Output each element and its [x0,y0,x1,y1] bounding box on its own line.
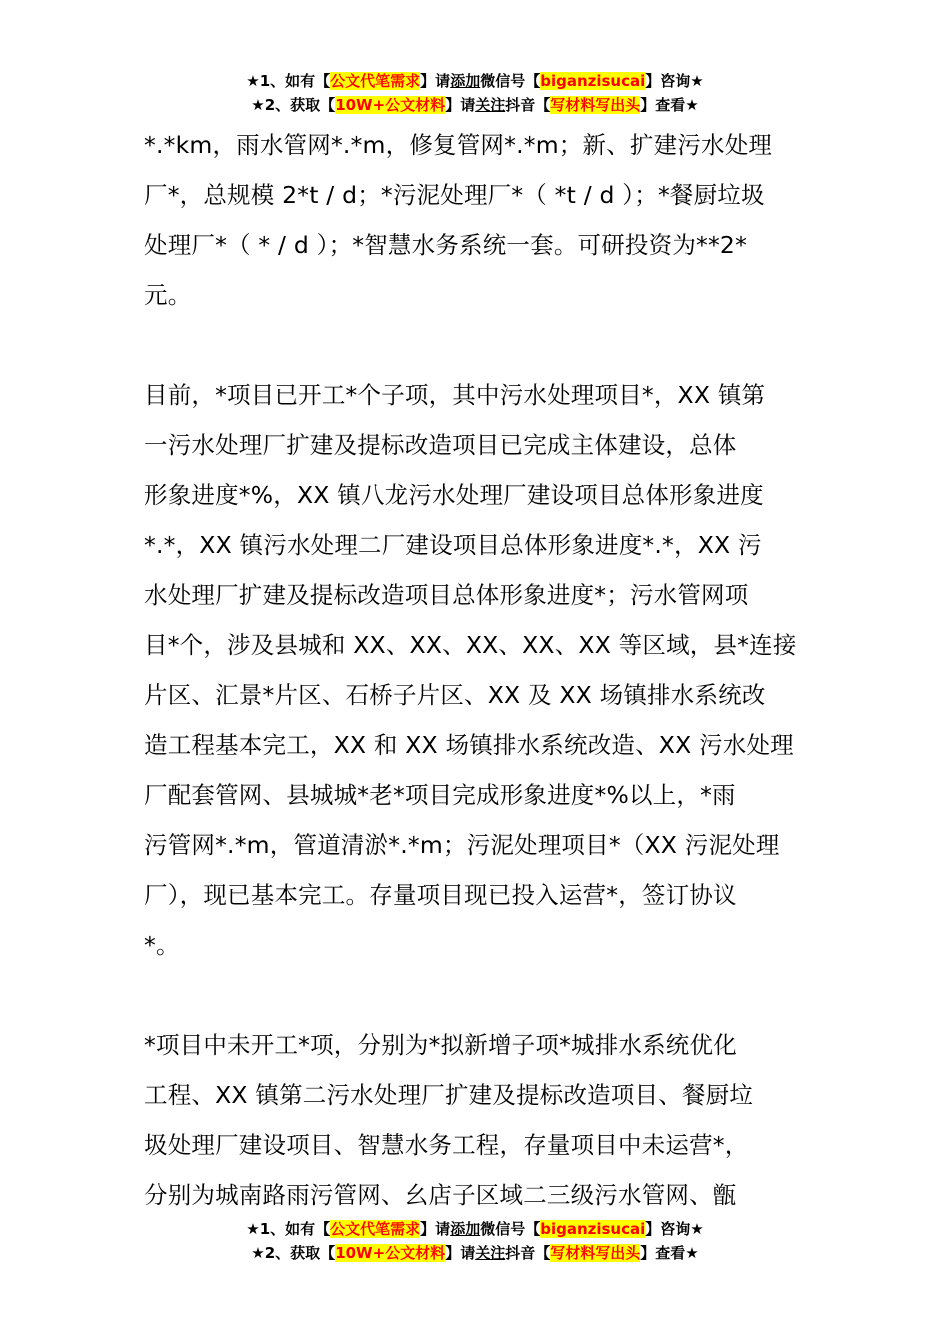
banner-underline: 关注 [475,96,506,114]
header-banner [0,69,950,117]
footer-banner [0,1217,950,1265]
banner-highlight: 10W+公文材料 [335,96,446,114]
text-line: 厂），现已基本完工。存量项目现已投入运营*，签订协议 [144,881,737,909]
banner-text: 抖音【 [505,1244,551,1262]
banner-highlight: 公文代笔需求 [330,72,421,90]
banner-text: 】请 [445,1244,476,1262]
paragraph-1 [144,120,808,320]
text-line: *.*km，雨水管网*.*m，修复管网*.*m；新、扩建污水处理 [144,131,773,159]
banner-text: 】查看★ [640,1244,699,1262]
paragraph-gap [144,320,808,370]
banner-underline: 添加 [450,1220,481,1238]
banner-text: ★1、如有【 [246,72,331,90]
text-line: 片区、汇景*片区、石桥子片区、XX 及 XX 场镇排水系统改 [144,681,766,709]
banner-text: 】请 [420,72,451,90]
text-line: 形象进度*%，XX 镇八龙污水处理厂建设项目总体形象进度 [144,481,764,509]
paragraph-2 [144,370,808,970]
banner-line-1 [0,69,950,93]
text-line: 一污水处理厂扩建及提标改造项目已完成主体建设，总体 [144,431,737,459]
banner-highlight: 写材料写出头 [550,96,641,114]
banner-highlight: biganzisucai [540,72,646,90]
text-line: 厂配套管网、县城城*老*项目完成形象进度*%以上，*雨 [144,781,736,809]
banner-text: 抖音【 [505,96,551,114]
banner-text: 微信号【 [480,72,541,90]
paragraph-gap [144,970,808,1020]
text-line: 厂*，总规模 2*t / d；*污泥处理厂*（ *t / d ）；*餐厨垃圾 [144,181,765,209]
text-line: 目*个，涉及县城和 XX、XX、XX、XX、XX 等区域，县*连接 [144,631,797,659]
text-line: 分别为城南路雨污管网、幺店子区域二三级污水管网、甑 [144,1181,737,1209]
text-line: 造工程基本完工，XX 和 XX 场镇排水系统改造、XX 污水处理 [144,731,794,759]
banner-line-1 [0,1217,950,1241]
paragraph-3 [144,1020,808,1220]
text-line: 圾处理厂建设项目、智慧水务工程，存量项目中未运营*， [144,1131,749,1159]
text-line: 污管网*.*m，管道清淤*.*m；污泥处理项目*（XX 污泥处理 [144,831,780,859]
banner-highlight: 写材料写出头 [550,1244,641,1262]
banner-highlight: biganzisucai [540,1220,646,1238]
text-line: 处理厂*（ * / d ）；*智慧水务系统一套。可研投资为**2* [144,231,748,259]
banner-highlight: 10W+公文材料 [335,1244,446,1262]
text-line: *.*，XX 镇污水处理二厂建设项目总体形象进度*.*，XX 污 [144,531,762,559]
banner-text: 】查看★ [640,96,699,114]
banner-line-2 [0,93,950,117]
text-line: 工程、XX 镇第二污水处理厂扩建及提标改造项目、餐厨垃 [144,1081,754,1109]
text-line: *项目中未开工*项，分别为*拟新增子项*城排水系统优化 [144,1031,737,1059]
banner-text: 微信号【 [480,1220,541,1238]
banner-text: 】咨询★ [645,72,704,90]
banner-text: 】请 [420,1220,451,1238]
banner-text: ★2、获取【 [251,96,336,114]
banner-underline: 添加 [450,72,481,90]
banner-underline: 关注 [475,1244,506,1262]
text-line: 元。 [144,281,192,309]
banner-highlight: 公文代笔需求 [330,1220,421,1238]
banner-text: ★1、如有【 [246,1220,331,1238]
text-line: 水处理厂扩建及提标改造项目总体形象进度*；污水管网项 [144,581,749,609]
banner-text: 】咨询★ [645,1220,704,1238]
text-line: *。 [144,931,180,959]
document-body [144,120,808,1220]
banner-text: ★2、获取【 [251,1244,336,1262]
text-line: 目前，*项目已开工*个子项，其中污水处理项目*，XX 镇第 [144,381,766,409]
banner-line-2 [0,1241,950,1265]
banner-text: 】请 [445,96,476,114]
